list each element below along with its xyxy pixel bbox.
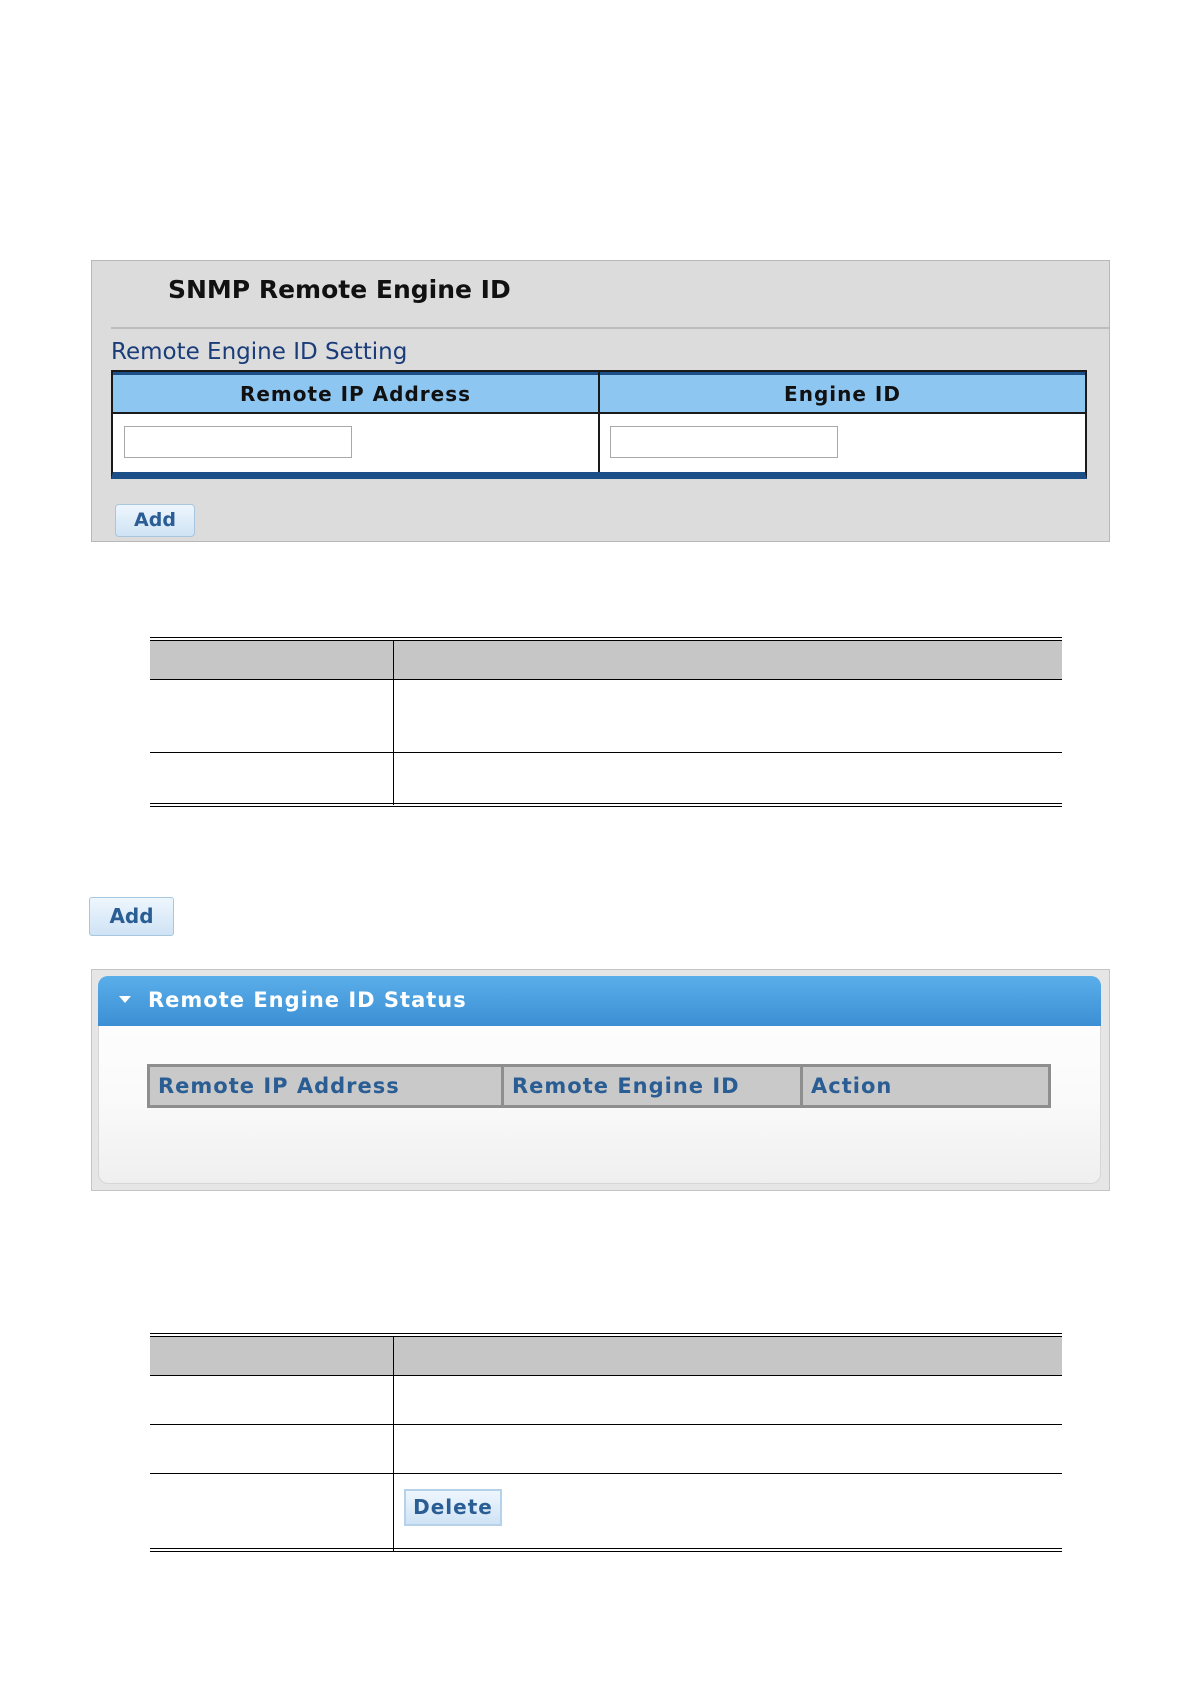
header-remote-ip-address: Remote IP Address xyxy=(239,382,472,406)
remote-ip-address-input[interactable] xyxy=(124,426,352,458)
table-header-row xyxy=(150,1337,1062,1376)
table-row-divider xyxy=(150,1424,1062,1425)
add-button[interactable]: Add xyxy=(115,504,195,537)
header-action: Action xyxy=(811,1074,893,1098)
remote-engine-id-setting-table xyxy=(111,370,1087,479)
add-button-sample[interactable]: Add xyxy=(89,897,174,936)
engine-id-input[interactable] xyxy=(610,426,838,458)
header-remote-ip-address: Remote IP Address xyxy=(158,1074,400,1098)
page-title: SNMP Remote Engine ID xyxy=(168,275,511,304)
table-header-row xyxy=(150,641,1062,680)
delete-button[interactable]: Delete xyxy=(404,1489,502,1526)
table-row-divider xyxy=(150,752,1062,753)
title-divider xyxy=(111,327,1109,329)
table-row-divider xyxy=(150,1473,1062,1474)
status-panel-titlebar[interactable] xyxy=(98,976,1101,1026)
table-bottom-rule xyxy=(150,803,1062,807)
description-table-2 xyxy=(150,1333,1062,1553)
header-remote-engine-id: Remote Engine ID xyxy=(512,1074,740,1098)
description-table-1 xyxy=(150,637,1062,809)
header-engine-id: Engine ID xyxy=(784,382,901,406)
status-table-header xyxy=(147,1064,1051,1108)
collapse-triangle-icon[interactable] xyxy=(119,996,131,1003)
column-divider xyxy=(393,641,394,805)
snmp-remote-engine-id-panel xyxy=(91,260,1110,542)
status-panel-title: Remote Engine ID Status xyxy=(148,988,467,1012)
column-divider xyxy=(393,1337,394,1551)
table-bottom-rule xyxy=(150,1548,1062,1552)
column-divider xyxy=(598,372,600,472)
remote-engine-id-status-panel xyxy=(91,969,1110,1191)
section-subtitle: Remote Engine ID Setting xyxy=(111,339,408,365)
